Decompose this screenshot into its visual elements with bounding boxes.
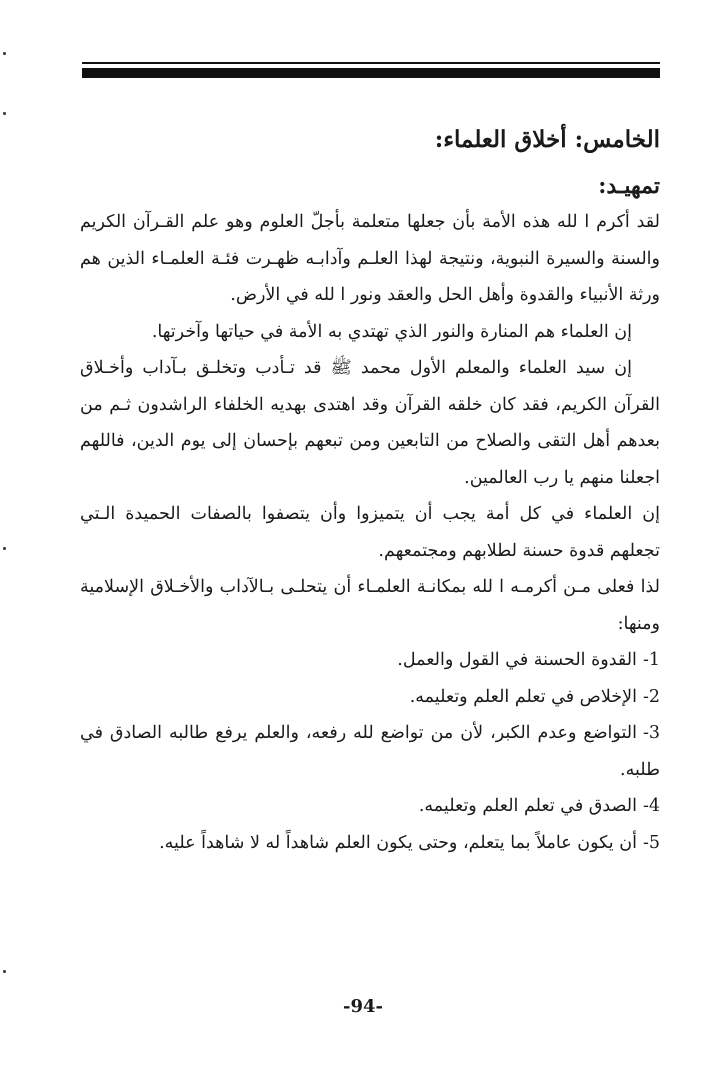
list-item [80, 715, 660, 788]
section-title: الخامس: أخلاق العلماء: [434, 126, 660, 153]
list-item-number: 3- [642, 723, 660, 743]
paragraph: لقد أكرم ا لله هذه الأمة بأن جعلها متعلمة بأجلّ العلوم وهو علم القـرآن الكريم والسنة والسيرة النبوية، ونتيجة لهذا العلـم وآدابـه ظهـرت فئـة العلمـاء الذين هم ورثة الأنبياء والقدوة وأهل الحل والعقد ونور ا لله في الأرض. [80, 212, 660, 305]
paragraph: إن العلماء هم المنارة والنور الذي تهتدي به الأمة في حياتها وآخرتها. [151, 321, 632, 342]
list-item [80, 679, 660, 716]
scan-margin-mark [3, 52, 6, 55]
list-item [80, 788, 660, 825]
ethics-list [80, 642, 660, 861]
list-item-text: أن يكون عاملاً بما يتعلم، وحتى يكون العلم شاهداً له لا شاهداً عليه. [159, 832, 637, 853]
paragraph: إن سيد العلماء والمعلم الأول محمد ﷺ قد تـأدب وتخلـق بـآداب وأخـلاق القرآن الكريم، فقد كان خلقه القرآن وقد اهتدى بهديه الخلفاء الراشدون ثـم من بعدهم أهل التقى والصلاح من التابعين ومن تبعهم بإحسان إلى يوم الدين، فاللهم اجعلنا منهم يا رب العالمين. [80, 358, 660, 488]
list-item-text: الإخلاص في تعلم العلم وتعليمه. [409, 686, 637, 707]
paragraph: لذا فعلى مـن أكرمـه ا لله بمكانـة العلمـاء أن يتحلـى بـالآداب والأخـلاق الإسلامية ومنها: [80, 577, 660, 634]
header-rule-thick [82, 68, 660, 78]
list-item-text: القدوة الحسنة في القول والعمل. [397, 650, 637, 670]
list-item [80, 642, 660, 679]
page-content [80, 110, 660, 861]
list-item-text: الصدق في تعلم العلم وتعليمه. [418, 796, 637, 816]
paragraph: إن العلماء في كل أمة يجب أن يتميزوا وأن يتصفوا بالصفات الحميدة الـتي تجعلهم قدوة حسنة لطلابهم ومجتمعهم. [80, 504, 660, 561]
list-item [80, 825, 660, 862]
list-item-text: التواضع وعدم الكبر، لأن من تواضع لله رفعه، والعلم يرفع طالبه الصادق في طلبه. [80, 723, 660, 780]
list-item-number: 4- [642, 796, 660, 816]
scan-margin-mark [3, 547, 6, 550]
scan-margin-mark [3, 970, 6, 973]
scan-margin-mark [3, 112, 6, 115]
page-number: -94- [343, 996, 383, 1017]
list-item-number: 2- [642, 686, 660, 707]
list-item-number: 5- [642, 832, 660, 853]
section-subtitle: تمهيـد: [598, 173, 660, 199]
list-item-number: 1- [642, 650, 660, 670]
header-rule-thin [82, 62, 660, 64]
